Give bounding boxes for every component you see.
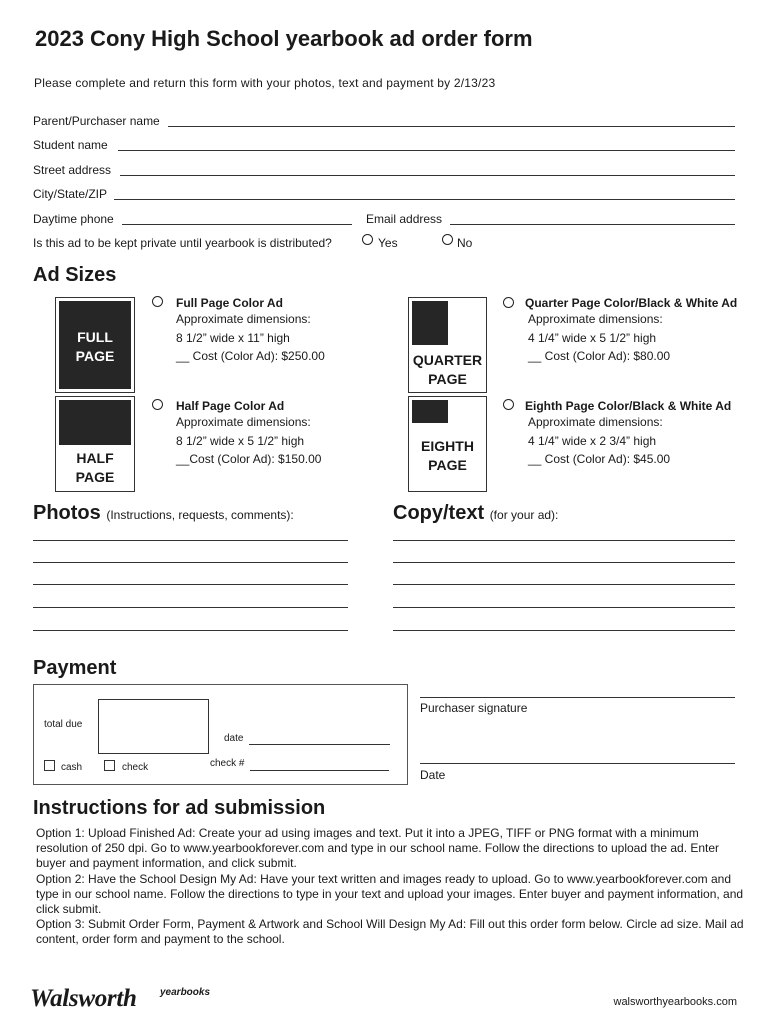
instructions-body xyxy=(36,826,746,948)
quarter-page-box-line1: QUARTER xyxy=(412,352,483,368)
full-page-title: Full Page Color Ad xyxy=(176,296,283,310)
date-label: date xyxy=(224,733,244,744)
copy-line-2[interactable] xyxy=(393,562,735,563)
eighth-page-box-label xyxy=(409,437,486,475)
full-page-cost: __ Cost (Color Ad): $250.00 xyxy=(176,349,325,363)
quarter-page-radio[interactable] xyxy=(503,297,514,308)
half-page-radio[interactable] xyxy=(152,399,163,410)
private-yes-radio[interactable] xyxy=(362,234,373,245)
street-address-field[interactable] xyxy=(120,175,735,176)
eighth-page-radio[interactable] xyxy=(503,399,514,410)
photos-line-4[interactable] xyxy=(33,607,348,608)
quarter-page-dim-label: Approximate dimensions: xyxy=(528,312,663,326)
eighth-page-title: Eighth Page Color/Black & White Ad xyxy=(525,399,732,413)
full-page-dims: 8 1/2” wide x 11” high xyxy=(176,330,290,345)
private-yes-label: Yes xyxy=(378,236,398,250)
instructions-option-3: Option 3: Submit Order Form, Payment & Artwork and School Will Design My Ad: Fill out this order form below. Circle ad size. Mail ad content, order form and payment to the school. xyxy=(36,917,744,947)
eighth-page-details xyxy=(528,413,670,469)
eighth-page-box-line1: EIGHTH xyxy=(421,438,474,454)
full-page-box[interactable] xyxy=(55,297,135,393)
city-state-zip-label: City/State/ZIP xyxy=(33,187,108,201)
copy-heading xyxy=(393,502,558,525)
photos-line-5[interactable] xyxy=(33,630,348,631)
instructions-option-1: Option 1: Upload Finished Ad: Create your ad using images and text. Put it into a JPEG, TIFF or PNG format with a minimum resolution of 250 dpi. Go to www.yearbookforever.com and type in our school name. Follow the directions to upload the ad. Enter buyer and payment information, and click submit. xyxy=(36,826,720,871)
half-page-box-label xyxy=(56,449,134,487)
parent-name-field[interactable] xyxy=(168,126,735,127)
photos-line-3[interactable] xyxy=(33,584,348,585)
intro-text: Please complete and return this form with your photos, text and payment by 2/13/23 xyxy=(34,76,496,90)
quarter-page-details xyxy=(528,310,670,366)
eighth-page-box[interactable] xyxy=(408,396,487,492)
check-number-field[interactable] xyxy=(250,770,389,771)
signature-date-line[interactable] xyxy=(420,763,735,764)
half-page-fill xyxy=(59,400,131,445)
quarter-page-cost: __ Cost (Color Ad): $80.00 xyxy=(528,349,671,363)
eighth-page-fill xyxy=(412,400,448,423)
email-field[interactable] xyxy=(450,224,735,225)
daytime-phone-field[interactable] xyxy=(122,224,352,225)
student-name-field[interactable] xyxy=(118,150,735,151)
ad-sizes-heading: Ad Sizes xyxy=(33,264,117,286)
student-name-label: Student name xyxy=(33,138,108,152)
cash-label: cash xyxy=(61,762,83,773)
private-question: Is this ad to be kept private until yearbook is distributed? xyxy=(33,236,332,250)
half-page-details xyxy=(176,413,321,469)
copy-line-4[interactable] xyxy=(393,607,735,608)
page-title: 2023 Cony High School yearbook ad order form xyxy=(35,26,533,51)
signature-label: Purchaser signature xyxy=(420,701,528,715)
signature-date-label: Date xyxy=(420,768,446,782)
check-number-label: check # xyxy=(210,758,245,769)
total-due-field[interactable] xyxy=(98,699,209,754)
private-no-radio[interactable] xyxy=(442,234,453,245)
half-page-dims: 8 1/2” wide x 5 1/2” high xyxy=(176,433,305,448)
instructions-option-2: Option 2: Have the School Design My Ad: Have your text written and images ready to upload. Go to www.yearbookforever.com and type in our school name. Follow the directions to type in your text and upload your images. Enter buyer and payment information, and click submit. xyxy=(36,871,744,917)
eighth-page-cost: __ Cost (Color Ad): $45.00 xyxy=(528,452,671,466)
street-address-label: Street address xyxy=(33,163,112,177)
half-page-box[interactable] xyxy=(55,396,135,492)
instructions-heading: Instructions for ad submission xyxy=(33,797,326,819)
copy-line-1[interactable] xyxy=(393,540,735,541)
eighth-page-dim-label: Approximate dimensions: xyxy=(528,415,663,429)
parent-name-label: Parent/Purchaser name xyxy=(33,114,160,128)
check-label: check xyxy=(122,762,149,773)
email-label: Email address xyxy=(366,212,443,226)
cash-checkbox[interactable] xyxy=(44,760,55,771)
half-page-box-line1: HALF xyxy=(76,450,114,466)
quarter-page-dims: 4 1/4” wide x 5 1/2” high xyxy=(528,330,657,345)
full-page-box-line1: FULL xyxy=(77,329,113,345)
footer-website: walsworthyearbooks.com xyxy=(613,996,737,1008)
photos-line-1[interactable] xyxy=(33,540,348,541)
photos-heading xyxy=(33,502,294,525)
full-page-radio[interactable] xyxy=(152,296,163,307)
walsworth-logo-sub: yearbooks xyxy=(160,987,211,998)
quarter-page-box-label xyxy=(409,351,486,389)
check-checkbox[interactable] xyxy=(104,760,115,771)
payment-box xyxy=(33,684,408,785)
copy-line-5[interactable] xyxy=(393,630,735,631)
full-page-box-line2: PAGE xyxy=(75,348,115,364)
half-page-dim-label: Approximate dimensions: xyxy=(176,415,311,429)
copy-title: Copy/text xyxy=(393,502,485,524)
copy-line-3[interactable] xyxy=(393,584,735,585)
full-page-box-label xyxy=(56,328,134,366)
private-no-label: No xyxy=(457,236,473,250)
quarter-page-fill xyxy=(412,301,448,345)
total-due-label: total due xyxy=(44,719,83,730)
quarter-page-box-line2: PAGE xyxy=(428,371,467,387)
photos-subtitle: (Instructions, requests, comments): xyxy=(106,508,294,522)
city-state-zip-field[interactable] xyxy=(114,199,735,200)
walsworth-logo: Walsworth xyxy=(30,985,137,1012)
photos-line-2[interactable] xyxy=(33,562,348,563)
half-page-cost: __Cost (Color Ad): $150.00 xyxy=(176,452,322,466)
date-field[interactable] xyxy=(249,744,390,745)
quarter-page-title: Quarter Page Color/Black & White Ad xyxy=(525,296,738,310)
full-page-details xyxy=(176,310,325,366)
copy-subtitle: (for your ad): xyxy=(489,508,559,522)
quarter-page-box[interactable] xyxy=(408,297,487,393)
signature-line[interactable] xyxy=(420,697,735,698)
full-page-dim-label: Approximate dimensions: xyxy=(176,312,311,326)
eighth-page-dims: 4 1/4” wide x 2 3/4” high xyxy=(528,433,657,448)
payment-heading: Payment xyxy=(33,657,117,679)
daytime-phone-label: Daytime phone xyxy=(33,212,114,226)
half-page-box-line2: PAGE xyxy=(75,469,115,485)
photos-title: Photos xyxy=(33,502,101,524)
eighth-page-box-line2: PAGE xyxy=(428,457,467,473)
half-page-title: Half Page Color Ad xyxy=(176,399,285,413)
